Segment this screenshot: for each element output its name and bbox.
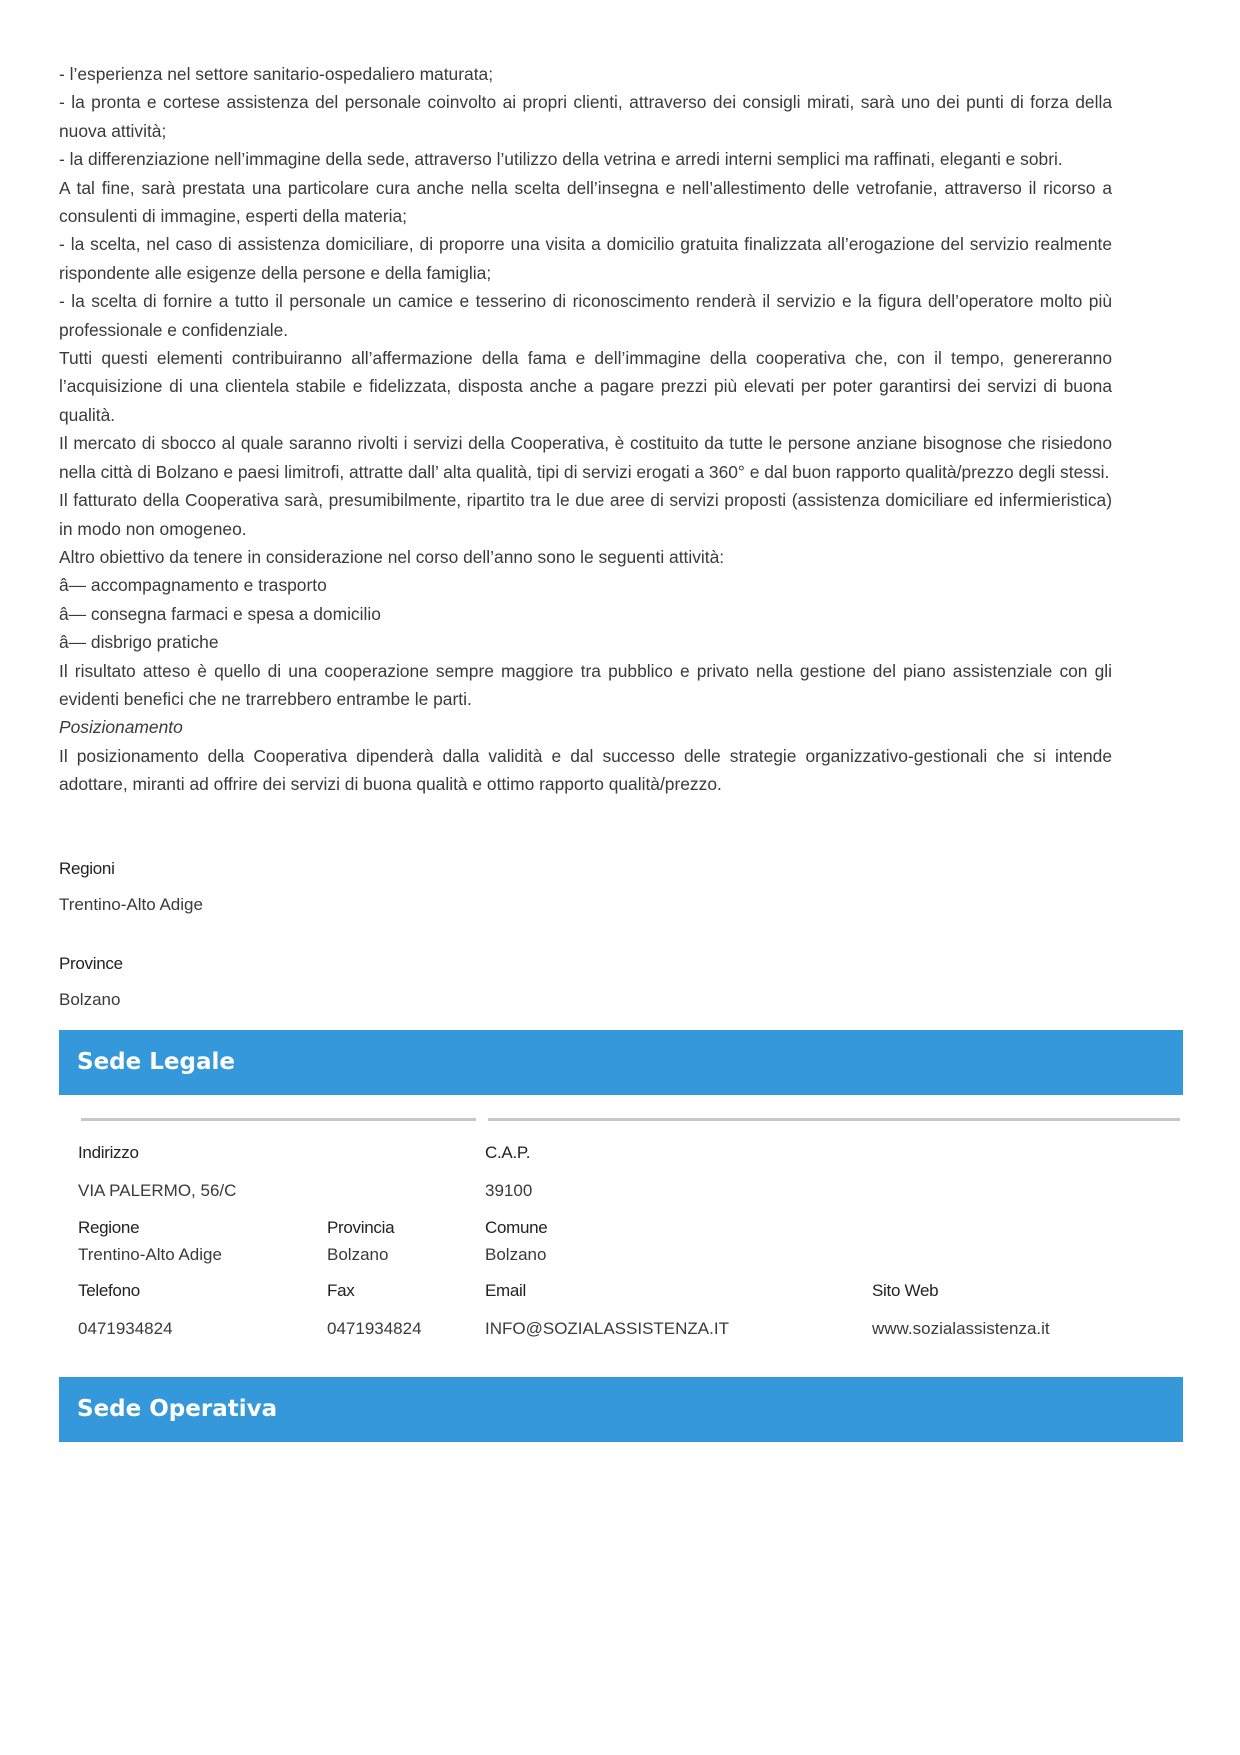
province-label: Province (59, 954, 123, 973)
email-label: Email (485, 1281, 527, 1300)
regione-value: Trentino-Alto Adige (78, 1245, 222, 1264)
fax-value: 0471934824 (327, 1319, 422, 1338)
paragraph: Il risultato atteso è quello di una cooperazione sempre maggiore tra pubblico e privato nella gestione del piano assistenziale con gli evidenti benefici che ne trarrebbero entrambe le parti. (59, 660, 1112, 709)
paragraph: Altro obiettivo da tenere in considerazione nel corso dell’anno sono le seguenti attività: (59, 546, 725, 567)
provincia-value: Bolzano (327, 1245, 389, 1264)
paragraph: - l’esperienza nel settore sanitario-ospedaliero maturata; (59, 64, 494, 84)
paragraph: Il mercato di sbocco al quale saranno rivolti i servizi della Cooperativa, è costituito da tutte le persone anziane bisognose che risiedono nella città di Bolzano e paesi limitrofi, attratte dall’ alta qualità, tipi di servizi erogati a 360° e dal buon rapporto qualità/prezzo degli stessi. (59, 433, 1112, 482)
paragraph: Il fatturato della Cooperativa sarà, presumibilmente, ripartito tra le due aree di servizi proposti (assistenza domiciliare ed infermieristica) in modo non omogeneo. (59, 490, 1112, 539)
regioni-value: Trentino-Alto Adige (59, 895, 203, 914)
cap-value: 39100 (485, 1181, 533, 1200)
email-link[interactable]: INFO@SOZIALASSISTENZA.IT (485, 1319, 729, 1338)
divider (81, 1118, 476, 1121)
regione-label: Regione (78, 1218, 140, 1237)
paragraph: - la pronta e cortese assistenza del personale coinvolto ai propri clienti, attraverso dei consigli mirati, sarà uno dei punti di forza della nuova attività; (59, 92, 1112, 141)
description-text (59, 60, 1112, 799)
telefono-label: Telefono (78, 1281, 140, 1300)
sito-web-link[interactable]: www.sozialassistenza.it (872, 1319, 1050, 1338)
paragraph: - la scelta, nel caso di assistenza domiciliare, di proporre una visita a domicilio gratuita finalizzata all’erogazione del servizio realmente rispondente alle esigenze della persone e della famiglia; (59, 234, 1112, 283)
list-item: â— accompagnamento e trasporto (59, 575, 327, 596)
comune-value: Bolzano (485, 1245, 547, 1264)
paragraph: - la differenziazione nell’immagine della sede, attraverso l’utilizzo della vetrina e arredi interni semplici ma raffinati, eleganti e sobri. (59, 149, 1063, 170)
sede-legale-header: Sede Legale (59, 1030, 1183, 1095)
paragraph: A tal fine, sarà prestata una particolare cura anche nella scelta dell’insegna e nell’allestimento delle vetrofanie, attraverso il ricorso a consulenti di immagine, esperti della materia; (59, 177, 1112, 227)
divider (488, 1118, 1180, 1121)
regioni-label: Regioni (59, 859, 115, 878)
indirizzo-label: Indirizzo (78, 1143, 139, 1162)
provincia-label: Provincia (327, 1218, 395, 1237)
paragraph: - la scelta di fornire a tutto il personale un camice e tesserino di riconoscimento renderà il servizio e la figura dell’operatore molto più professionale e confidenziale. (59, 291, 1112, 340)
fax-label: Fax (327, 1281, 355, 1300)
province-value: Bolzano (59, 990, 121, 1009)
telefono-value[interactable]: 0471934824 (78, 1319, 173, 1338)
list-item: â— consegna farmaci e spesa a domicilio (59, 603, 381, 624)
list-item: â— disbrigo pratiche (59, 632, 219, 653)
indirizzo-value: VIA PALERMO, 56/C (78, 1181, 237, 1200)
paragraph: Tutti questi elementi contribuiranno all’affermazione della fama e dell’immagine della cooperativa che, con il tempo, genereranno l’acquisizione di una clientela stabile e fidelizzata, disposta anche a pagare prezzi più elevati per poter garantirsi dei servizi di buona qualità. (59, 348, 1112, 425)
sede-operativa-header: Sede Operativa (59, 1377, 1183, 1442)
cap-label: C.A.P. (485, 1143, 531, 1162)
paragraph: Il posizionamento della Cooperativa dipenderà dalla validità e dal successo delle strategie organizzativo-gestionali che si intende adottare, miranti ad offrire dei servizi di buona qualità e ottimo rapporto qualità/prezzo. (59, 745, 1112, 795)
comune-label: Comune (485, 1218, 548, 1237)
subheading-posizionamento: Posizionamento (59, 717, 183, 738)
sito-web-label: Sito Web (872, 1281, 939, 1300)
